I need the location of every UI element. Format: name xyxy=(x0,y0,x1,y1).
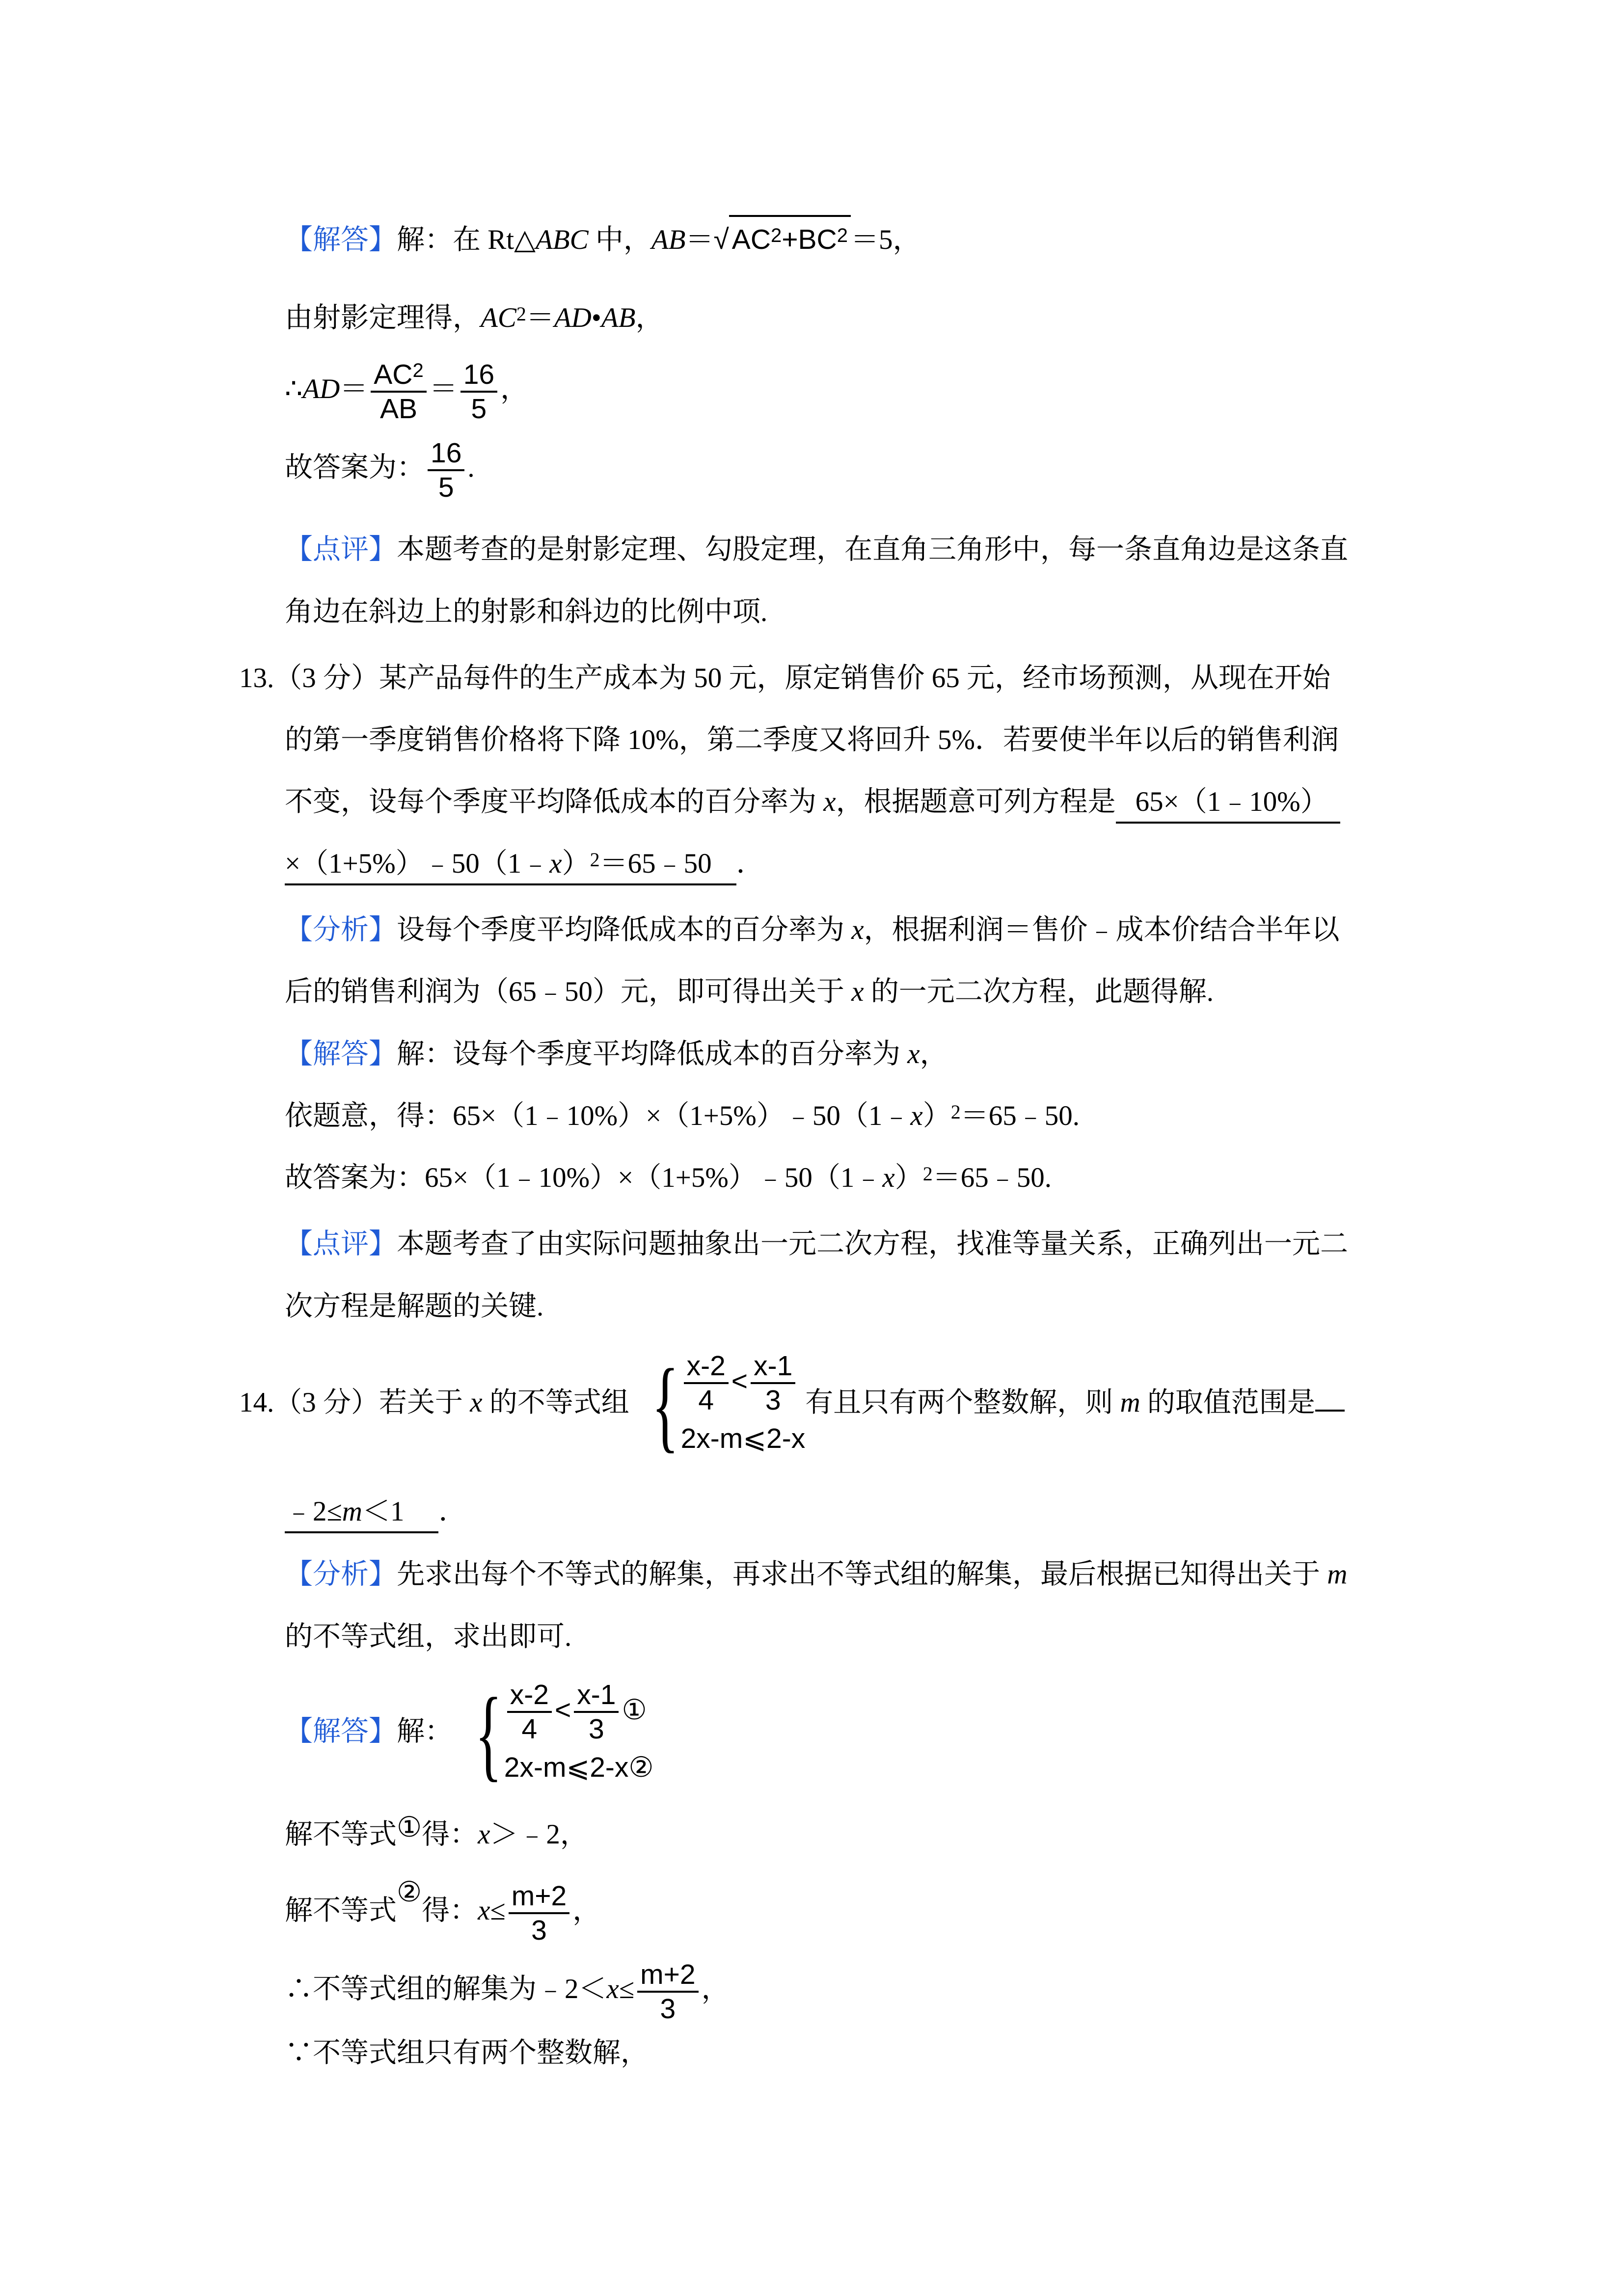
q13-answer-line-2: 依题意，得：65×（1﹣10%）×（1+5%）﹣50（1﹣x）$^2$＝65﹣50. xyxy=(285,1100,1080,1131)
analysis-tag: 【分析】 xyxy=(285,1559,397,1590)
system-brace: { xyxy=(475,1677,502,1791)
q14-answer-line-5: ∵不等式组只有两个整数解， xyxy=(285,2037,649,2068)
q14-analysis-line-2: 的不等式组，求出即可. xyxy=(285,1621,572,1652)
comment-tag: 【点评】 xyxy=(285,1228,397,1259)
answer-blank-part-2: ×（1+5%）﹣50（1﹣x）$^2$＝65﹣50 xyxy=(285,844,736,885)
q14-analysis-line-1: 【分析】先求出每个不等式的解集，再求出不等式组的解集，最后根据已知得出关于 m xyxy=(285,1559,1348,1590)
fraction-ac2-ab: $\frac{AC^2}{AB}$ xyxy=(371,358,426,425)
q12-answer-line-2: 由射影定理得，$AC^2=AD•AB$， xyxy=(285,302,664,333)
q13-comment-line-2: 次方程是解题的关键. xyxy=(285,1291,544,1322)
q14-answer-line-2: 解不等式①得：x＞﹣2， xyxy=(285,1812,588,1850)
q13-answer-line-3: 故答案为：65×（1﹣10%）×（1+5%）﹣50（1﹣x）$^2$＝65﹣50. xyxy=(285,1162,1052,1193)
analysis-tag: 【分析】 xyxy=(285,914,397,945)
circled-two-icon: ② xyxy=(397,1877,422,1908)
q14-answer-line-4: ∴不等式组的解集为﹣2＜x≤ $\frac{m+2}{3}$ ， xyxy=(285,1959,730,2025)
q13-analysis-line-1: 【分析】设每个季度平均降低成本的百分率为 x，根据利润＝售价﹣成本价结合半年以 xyxy=(285,914,1340,945)
answer-blank: ﹣2≤m＜1 xyxy=(285,1492,438,1533)
q13-question-line-1: 13.（3 分）某产品每件的生产成本为 50 元，原定销售价 65 元，经市场预测，从现在开始 xyxy=(239,663,1330,694)
q14-answer-line-1: 【解答】解： { $\frac{x-2}{4}$ < $\frac{x-1}{3}$ ① 2x-m⩽2-x② xyxy=(285,1677,654,1791)
fraction-16-5-answer: $\frac{16}{5}$ xyxy=(428,437,464,504)
q12-answer-line-1: 【解答】解：在 Rt△ABC 中，AB＝√ $AC^2+BC^2 =5$， xyxy=(285,215,920,260)
fraction-16-5: $\frac{16}{5}$ xyxy=(460,358,497,425)
answer-tag: 【解答】 xyxy=(285,224,397,255)
comment-tag: 【点评】 xyxy=(285,534,397,565)
q14-question-line-2: ﹣2≤m＜1 ． xyxy=(285,1492,466,1533)
answer-blank-part-1: 65×（1﹣10%） xyxy=(1116,782,1340,824)
circled-one-icon: ① xyxy=(397,1812,422,1843)
inequality-system-numbered: $\frac{x-2}{4}$ < $\frac{x-1}{3}$ ① 2x-m⩽2-x② xyxy=(504,1679,654,1783)
q13-answer-line-1: 【解答】解：设每个季度平均降低成本的百分率为 x， xyxy=(285,1039,948,1069)
answer-tag: 【解答】 xyxy=(285,1039,397,1069)
q13-question-line-2: 的第一季度销售价格将下降 10%，第二季度又将回升 5%．若要使半年以后的销售利润 xyxy=(285,724,1339,755)
answer-tag: 【解答】 xyxy=(285,1716,397,1747)
system-brace: { xyxy=(651,1348,679,1462)
inequality-system: $\frac{x-2}{4}$ < $\frac{x-1}{3}$ 2x-m⩽2-x xyxy=(680,1350,806,1454)
q12-answer-line-4: 故答案为： $\frac{16}{5}$ . xyxy=(285,437,475,503)
circled-one-icon: ① xyxy=(622,1694,647,1726)
q14-answer-line-3: 解不等式②得：x≤ $\frac{m+2}{3}$ ， xyxy=(285,1877,601,1946)
q14-question-line-1: 14.（3 分）若关于 x 的不等式组 { $\frac{x-2}{4}$ < $\frac{x-1}{3}$ 2x-m⩽2-x 有且只有两个整数解，则 m 的取值范围是 xyxy=(239,1350,1345,1461)
sqrt-expression: √ $AC^2+BC^2$ xyxy=(714,215,851,259)
q13-question-line-3: 不变，设每个季度平均降低成本的百分率为 x，根据题意可列方程是 65×（1﹣10%） xyxy=(285,782,1340,824)
q12-answer-line-3: ∴AD＝ $\frac{AC^2}{AB}$ ＝ $\frac{16}{5}$ ， xyxy=(285,359,529,425)
q12-comment-line-2: 角边在斜边上的射影和斜边的比例中项. xyxy=(285,596,768,627)
q13-analysis-line-2: 后的销售利润为（65﹣50）元，即可得出关于 x 的一元二次方程，此题得解. xyxy=(285,976,1214,1007)
q13-comment-line-1: 【点评】本题考查了由实际问题抽象出一元二次方程，找准等量关系，正确列出一元二 xyxy=(285,1228,1348,1259)
q12-comment-line-1: 【点评】本题考查的是射影定理、勾股定理，在直角三角形中，每一条直角边是这条直 xyxy=(285,534,1348,565)
circled-two-icon: ② xyxy=(628,1752,654,1783)
q13-question-line-4: ×（1+5%）﹣50（1﹣x）$^2$＝65﹣50 ． xyxy=(285,844,764,885)
